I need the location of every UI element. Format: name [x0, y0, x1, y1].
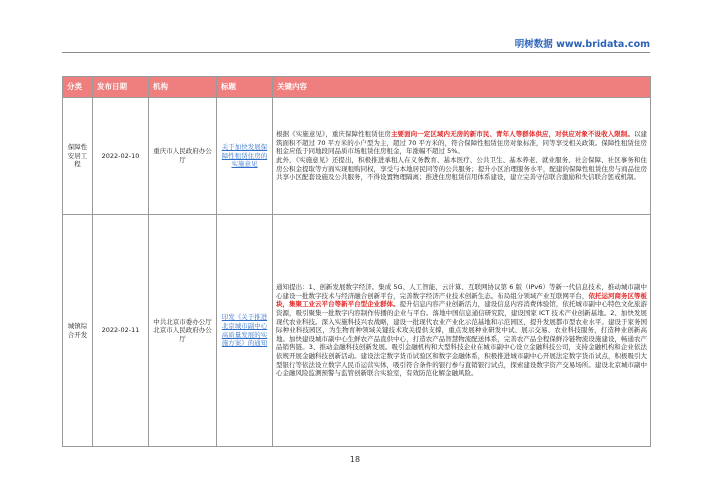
row-category: 城镇综合开发	[63, 215, 93, 447]
row-org: 重庆市人民政府办公厅	[149, 98, 217, 215]
content-text: 根据《实施意见》，重庆保障性租赁住房	[276, 130, 391, 139]
title-link-text[interactable]: 关于加快发展保障性租赁住房的实施意见	[221, 143, 268, 169]
row-content	[273, 98, 651, 215]
highlighted-text: 依托运河商务区等板块，集聚工业云平台等新平台型企业群体。	[276, 291, 648, 309]
row-content	[273, 215, 651, 447]
content-text: 提升信息内容产业创新活力，建设信息内容消费体验馆，依托城市副中心特色文化旅游资源，吸引聚集一批数字内容制作传播的企业与平台。落地中国信息通信研究院，建设国家 ICT 技术产业创新基地。2、加快发展现代农业科技。深入实施科技兴农战略，建设一批现代农业产业化示范基地和示范园区，提升发展都市型农业水平。建设于家务国际种业科技园区，为生物育种领域关键技术攻关提供支撑，重点发展种业研发中试、展示交易、农业科技服务，打造种业创新高地。加快建设城市副中心生鲜农产品直供中心，打造农产品智慧物流配送体系，完善农产品全程保鲜冷链物流设施建设，畅通农产品销售链。3、推动金融科技创新发展。吸引金融机构和大型科技企业在城市副中心设立金融科技公司，支持金融机构和企业依法依规开展金融科技创新活动。建设法定数字货币试验区和数字金融体系，积极推进城市副中心开展法定数字货币试点，积极吸引大型银行等依法设立数字人民币运营实体，吸引符合条件的银行参与直销银行试点，探索建设数字资产交易场所。建设北京城市副中心金融风险监测预警与监管创新联合实验室，有效防范化解金融风险。	[276, 300, 648, 378]
row-title-link[interactable]	[217, 98, 273, 215]
header-date: 发布日期	[93, 77, 149, 98]
table-row	[63, 215, 651, 447]
table-row	[63, 98, 651, 215]
page-number: 18	[349, 455, 361, 464]
content-text: 以建筑面积不超过 70 平方米的小户型为主，超过 70 平方米的，符合保障性租赁住房对象标准，同等享受相关政策。保障性租赁住房租金应低于同地段同品质市场租赁住房租金，年涨幅不超过 5%。	[276, 130, 648, 156]
header-category: 分类	[63, 77, 93, 98]
row-category: 保障性安居工程	[63, 98, 93, 215]
header-divider	[62, 52, 650, 53]
policy-table	[62, 76, 651, 447]
row-org: 中共北京市委办公厅 北京市人民政府办公厅	[149, 215, 217, 447]
row-date: 2022-02-11	[93, 215, 149, 447]
brand-logo-text: 明树数据 www.bridata.com	[514, 39, 650, 50]
header-title: 标题	[217, 77, 273, 98]
header-org: 机构	[149, 77, 217, 98]
row-date: 2022-02-10	[93, 98, 149, 215]
header-content: 关键内容	[273, 77, 651, 98]
highlighted-text: 主要面向一定区域内无房的新市民、青年人等群体供应，对供应对象不设收入限制。	[390, 130, 634, 139]
content-text: 此外，《实施意见》还提出，积极推进承租人在义务教育、基本医疗、公共卫生、基本养老、就业服务、社会保障、社区事务和住房公积金提取等方面实现租购同权，享受与本地居民同等的公共服务；提升小区治理服务水平，配建的保障性租赁住房与商品住房共享小区配套设施及公共服务，不得设置物理隔离；推进住房租赁信用体系建设，建立完善守信联合激励和失信联合惩戒机制。	[276, 156, 647, 182]
title-link-text[interactable]: 印发《关于推进北京城市副中心高质量发展的实施方案》的通知	[221, 313, 268, 348]
table-header-row	[63, 77, 651, 98]
content-text: 通知提出：1、创新发展数字经济。集成 5G、人工智能、云计算、互联网协议第 6 版（IPv6）等新一代信息技术，推动城市副中心建设一批数字技术与经济融合创新平台，完善数字经济产业技术创新生态。布局组分领域产业互联网平台，	[276, 283, 647, 300]
row-title-link[interactable]	[217, 215, 273, 447]
